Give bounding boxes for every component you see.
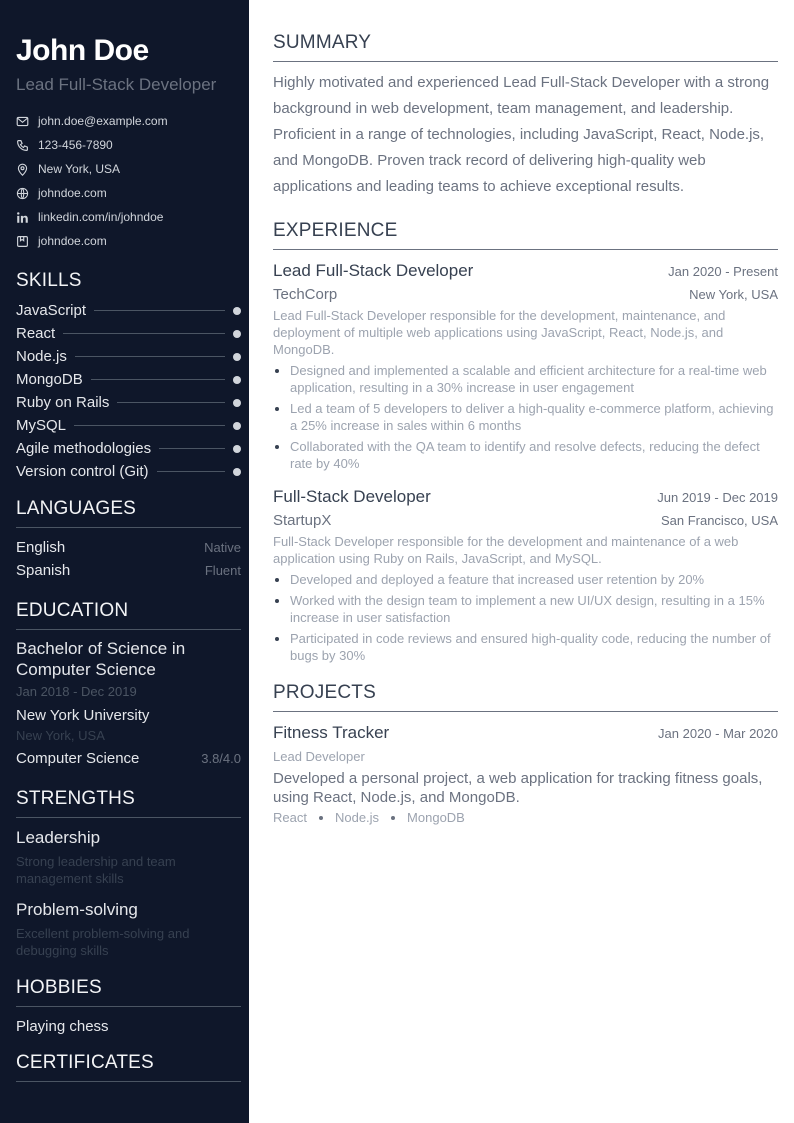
job-bullet: Led a team of 5 developers to deliver a high-quality e-commerce platform, achieving a 25% increase in sales within 6 months	[273, 400, 778, 434]
language-item	[16, 536, 241, 559]
skill-dot	[233, 307, 241, 315]
skill-divider	[94, 310, 225, 311]
education-school: New York University	[16, 707, 150, 724]
skill-divider	[91, 379, 225, 380]
education-date: Jan 2018 - Dec 2019	[16, 684, 137, 699]
contact-portfolio[interactable]	[16, 229, 241, 253]
job-bullet: Collaborated with the QA team to identify and resolve defects, reducing the defect rate by 40%	[273, 438, 778, 472]
job-company: TechCorp	[273, 286, 338, 303]
skills-heading: SKILLS	[16, 270, 82, 291]
skill-label: Node.js	[16, 348, 67, 365]
job-date: Jun 2019 - Dec 2019	[657, 490, 778, 505]
strength-title: Problem-solving	[16, 900, 138, 919]
mail-icon	[16, 115, 29, 128]
skill-divider	[157, 471, 225, 472]
location-pin-icon	[16, 163, 29, 176]
education-location: New York, USA	[16, 728, 105, 743]
education-gpa: 3.8/4.0	[201, 751, 241, 766]
bookmark-icon	[16, 235, 29, 248]
education-field-row	[16, 749, 241, 768]
job-entry	[273, 260, 778, 472]
skill-item	[16, 299, 241, 322]
job-bullets	[273, 362, 778, 472]
skill-label: MongoDB	[16, 371, 83, 388]
strength-title: Leadership	[16, 828, 101, 847]
contact-list	[16, 109, 241, 253]
contact-phone[interactable]	[16, 133, 241, 157]
language-name: English	[16, 539, 66, 556]
skill-dot	[233, 422, 241, 430]
contact-email[interactable]	[16, 109, 241, 133]
language-item	[16, 559, 241, 582]
contact-website-text: johndoe.com	[38, 186, 107, 200]
skill-label: Version control (Git)	[16, 463, 149, 480]
education-degree: Bachelor of Science in Computer Science	[16, 639, 186, 679]
globe-icon	[16, 187, 29, 200]
language-name: Spanish	[16, 562, 71, 579]
main-content	[273, 32, 778, 825]
language-level: Fluent	[204, 563, 241, 578]
hobbies-heading: HOBBIES	[16, 977, 241, 1007]
contact-location-text: New York, USA	[38, 162, 121, 176]
job-bullet: Developed and deployed a feature that increased user retention by 20%	[273, 571, 778, 588]
keyword-separator	[391, 816, 395, 820]
sidebar	[0, 0, 249, 1123]
skills-list	[16, 299, 241, 483]
skill-item	[16, 368, 241, 391]
job-bullet: Designed and implemented a scalable and efficient architecture for a real-time web application, resulting in a 30% increase in user engagement	[273, 362, 778, 396]
project-keyword: MongoDB	[407, 810, 465, 825]
strengths-heading: STRENGTHS	[16, 788, 241, 818]
job-company: StartupX	[273, 512, 332, 529]
candidate-name: John Doe	[16, 34, 149, 67]
project-header	[273, 722, 778, 743]
contact-linkedin-text: linkedin.com/in/johndoe	[38, 210, 164, 224]
skill-label: Agile methodologies	[16, 440, 152, 457]
skill-divider	[74, 425, 225, 426]
job-bullet: Worked with the design team to implement a new UI/UX design, resulting in a 15% increase in user satisfaction	[273, 592, 778, 626]
job-subheader	[273, 285, 778, 304]
skill-label: Ruby on Rails	[16, 394, 110, 411]
contact-linkedin[interactable]	[16, 205, 241, 229]
project-role: Lead Developer	[273, 749, 365, 764]
skill-dot	[233, 445, 241, 453]
project-title: Fitness Tracker	[273, 723, 390, 742]
job-entry	[273, 486, 778, 664]
job-date: Jan 2020 - Present	[668, 264, 778, 279]
skill-item	[16, 322, 241, 345]
skill-label: React	[16, 325, 56, 342]
skill-item	[16, 345, 241, 368]
summary-text: Highly motivated and experienced Lead Full-Stack Developer with a strong background in web development, team management, and leadership. Proficient in a range of technologies, including JavaScript, React, Node.js, and MongoDB. Proven track record of delivering high-quality web applications and leading teams to achieve exceptional results.	[273, 74, 770, 195]
skill-label: MySQL	[16, 417, 67, 434]
job-header	[273, 260, 778, 281]
contact-location	[16, 157, 241, 181]
skill-item	[16, 460, 241, 483]
job-description: Lead Full-Stack Developer responsible for the development, maintenance, and deployment of multiple web applications using JavaScript, React, Node.js, and MongoDB.	[273, 308, 726, 357]
skill-divider	[63, 333, 225, 334]
education-heading: EDUCATION	[16, 600, 241, 630]
education-field: Computer Science	[16, 750, 140, 767]
candidate-headline: Lead Full-Stack Developer	[16, 75, 217, 94]
job-description: Full-Stack Developer responsible for the development and maintenance of a web application using Ruby on Rails, JavaScript, and MySQL.	[273, 534, 739, 566]
job-location: San Francisco, USA	[660, 513, 778, 528]
job-subheader	[273, 511, 778, 530]
strength-desc: Strong leadership and team management skills	[16, 854, 176, 886]
skill-dot	[233, 353, 241, 361]
skill-dot	[233, 468, 241, 476]
phone-icon	[16, 139, 29, 152]
skill-divider	[117, 402, 225, 403]
contact-email-text: john.doe@example.com	[38, 114, 168, 128]
project-keyword: Node.js	[334, 810, 380, 825]
job-title: Full-Stack Developer	[273, 487, 431, 506]
summary-heading: SUMMARY	[273, 32, 778, 62]
hobby-item: Playing chess	[16, 1018, 109, 1035]
job-title: Lead Full-Stack Developer	[273, 261, 474, 280]
skill-label: JavaScript	[16, 302, 87, 319]
skill-dot	[233, 399, 241, 407]
language-level: Native	[204, 540, 241, 555]
languages-heading: LANGUAGES	[16, 498, 241, 528]
project-date: Jan 2020 - Mar 2020	[658, 726, 778, 741]
project-keywords	[273, 810, 778, 825]
strength-desc: Excellent problem-solving and debugging skills	[16, 926, 190, 958]
contact-portfolio-text: johndoe.com	[38, 234, 107, 248]
contact-website[interactable]	[16, 181, 241, 205]
job-header	[273, 486, 778, 507]
skill-item	[16, 391, 241, 414]
projects-heading: PROJECTS	[273, 682, 778, 712]
skill-item	[16, 437, 241, 460]
experience-heading: EXPERIENCE	[273, 220, 778, 250]
project-description: Developed a personal project, a web application for tracking fitness goals, using React, Node.js, and MongoDB.	[273, 770, 763, 806]
skill-divider	[75, 356, 225, 357]
certificates-heading: CERTIFICATES	[16, 1052, 241, 1082]
skill-dot	[233, 330, 241, 338]
skill-dot	[233, 376, 241, 384]
linkedin-icon	[16, 211, 29, 224]
contact-phone-text: 123-456-7890	[38, 138, 113, 152]
skill-divider	[159, 448, 225, 449]
job-bullet: Participated in code reviews and ensured high-quality code, reducing the number of bugs by 30%	[273, 630, 778, 664]
project-keyword: React	[273, 810, 307, 825]
languages-list	[16, 536, 241, 582]
job-bullets	[273, 571, 778, 664]
keyword-separator	[319, 816, 323, 820]
job-location: New York, USA	[689, 287, 778, 302]
skill-item	[16, 414, 241, 437]
